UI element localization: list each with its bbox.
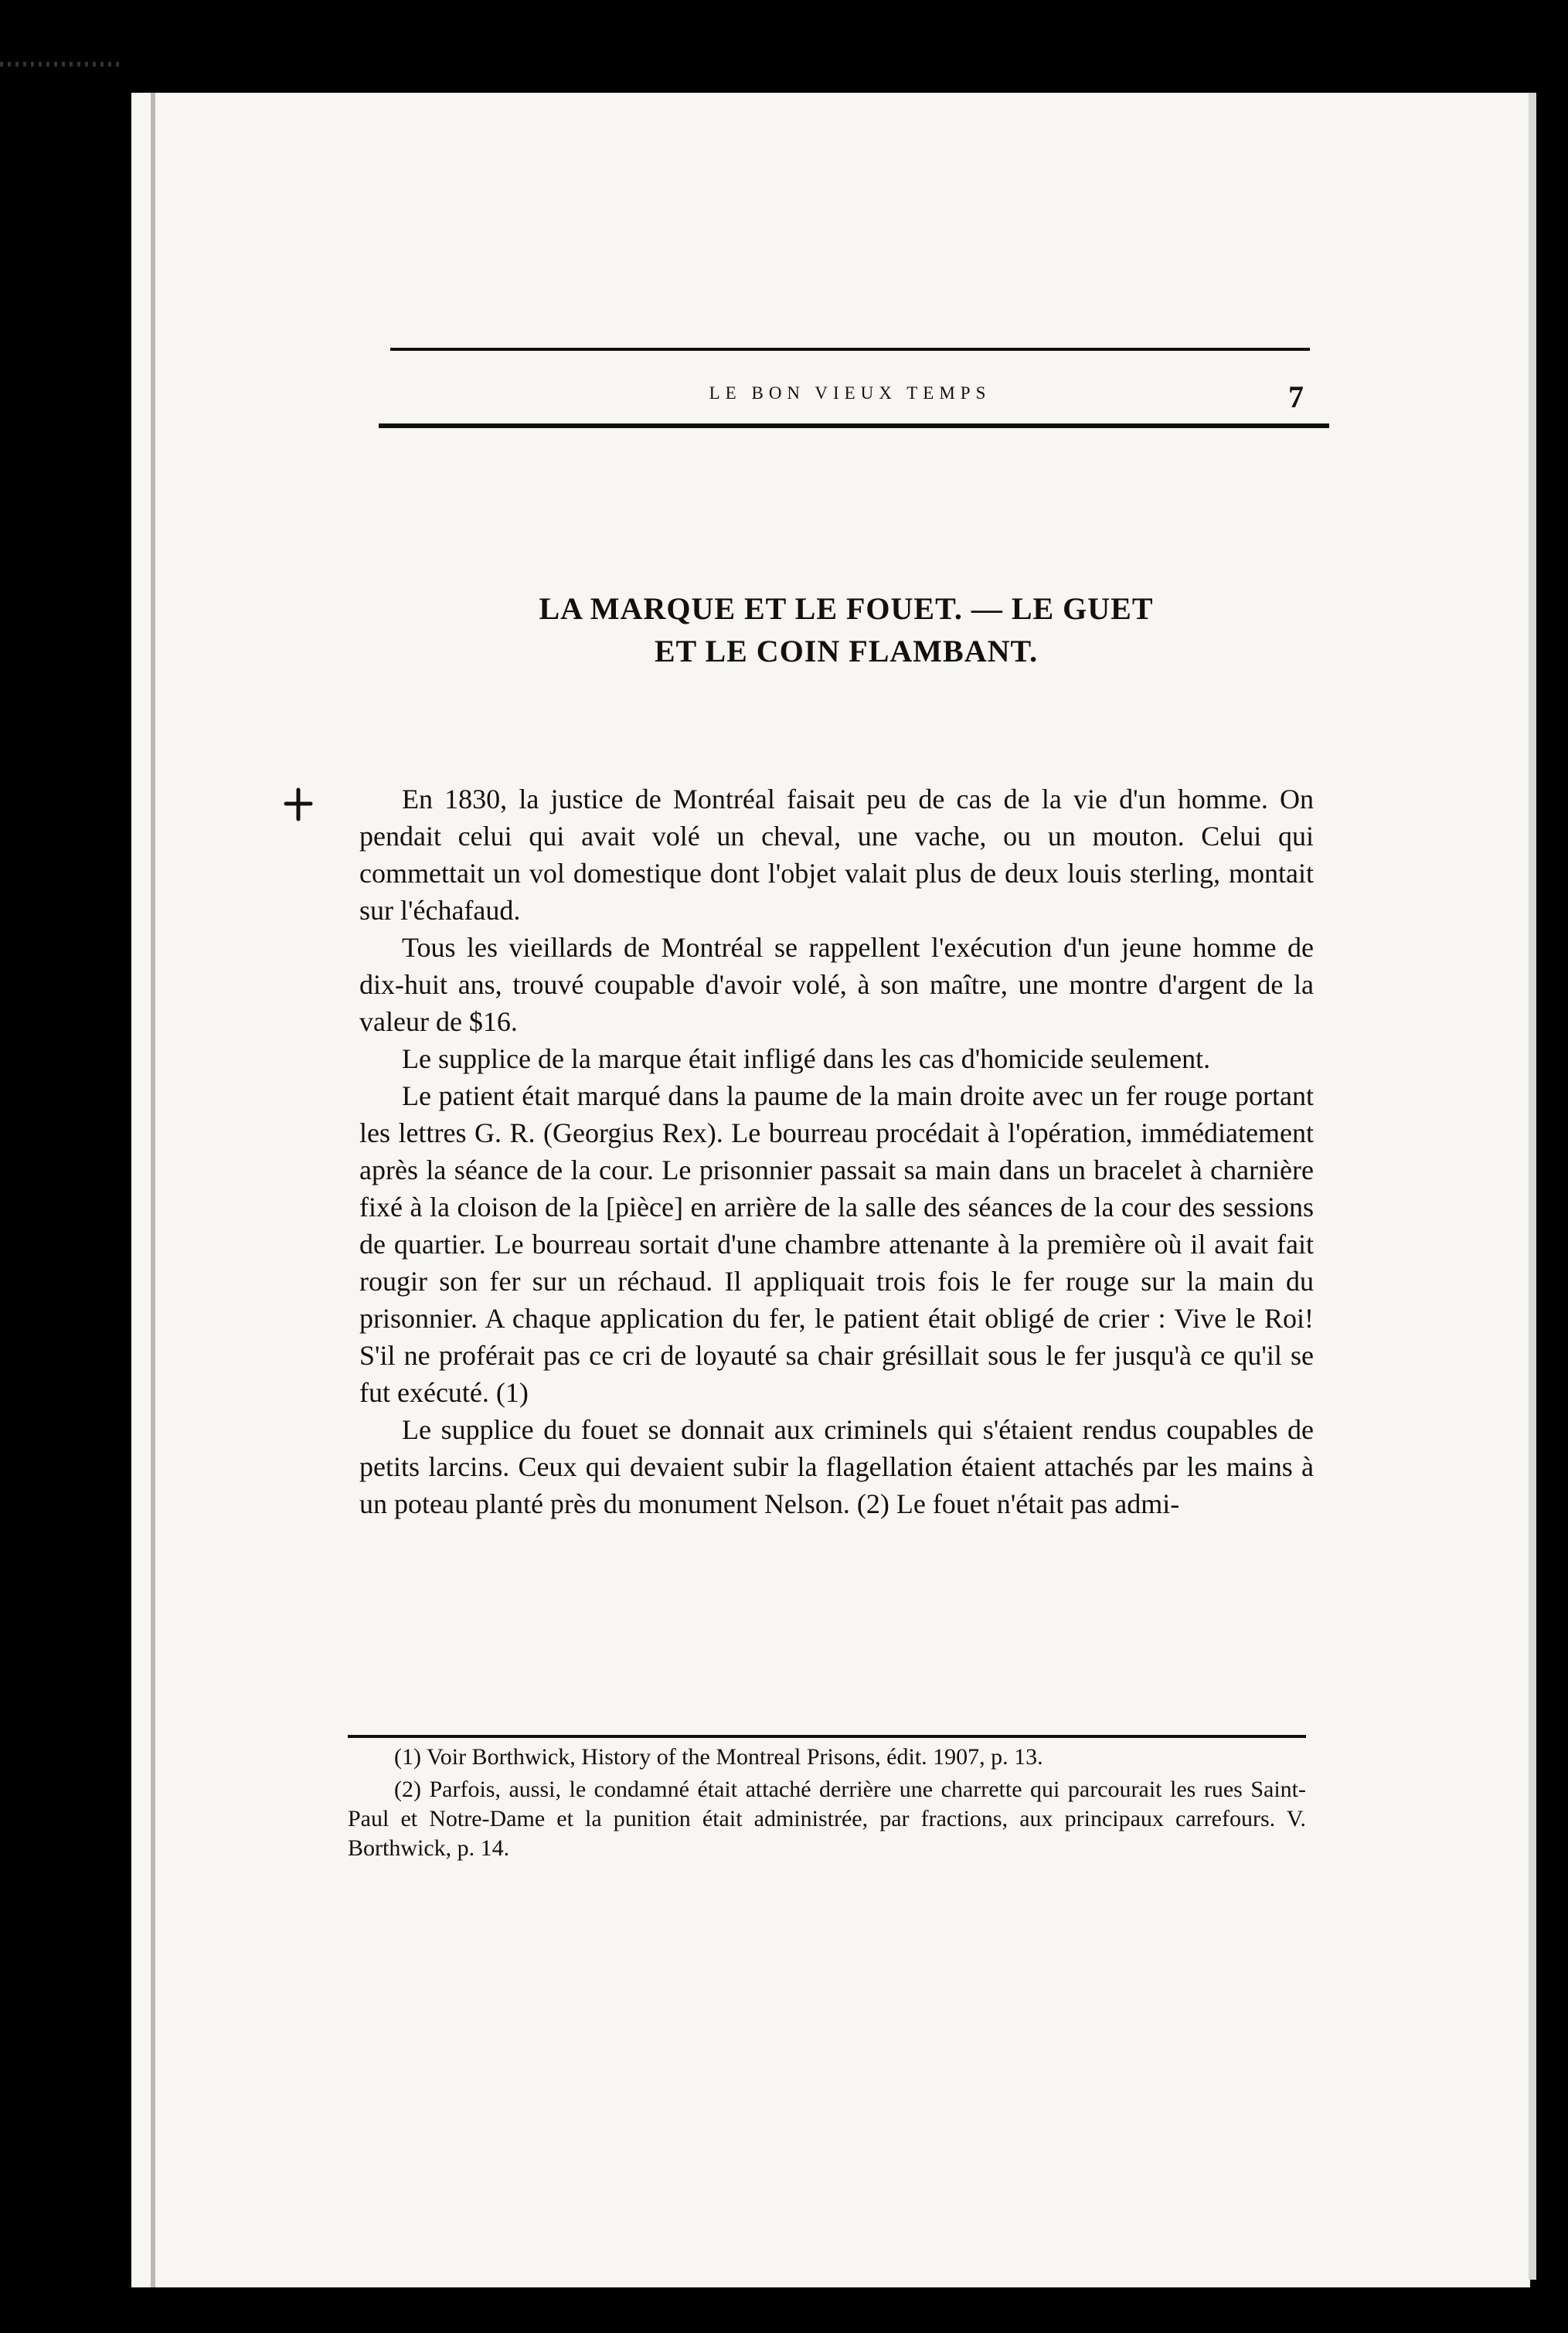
scan-edge-noise [0,62,124,66]
running-head [390,379,1310,414]
footnote-1: (1) Voir Borthwick, History of the Montreal Prisons, édit. 1907, p. 13. [394,1744,1043,1770]
paragraph-5: Le supplice du fouet se donnait aux criminels qui s'étaient rendus coupables de petits larcins. Ceux qui devaient subir la flagellation étaient attachés par les mains à un poteau planté près du monument Nelson. (2) Le fouet n'était pas admi- [359,1414,1314,1519]
margin-plus-mark-icon [281,787,316,822]
page-right-edge [1529,93,1536,2280]
footnote-rule [348,1735,1306,1738]
paragraph-3: Le supplice de la marque était infligé dans les cas d'homicide seulement. [402,1043,1211,1074]
body-text [359,781,1314,1522]
footnote-2: (2) Parfois, aussi, le condamné était attaché derrière une charrette qui parcourait les rues Saint-Paul et Notre-Dame et la punition était administrée, par fractions, aux principaux carrefours. V. Borthwick, p. 14. [348,1777,1306,1861]
paragraph-2: Tous les vieillards de Montréal se rappellent l'exécution d'un jeune homme de dix-huit ans, trouvé coupable d'avoir volé, à son maître, une montre d'argent de la valeur de $16. [359,932,1314,1037]
footnotes [348,1743,1306,1866]
chapter-title-line-1: LA MARQUE ET LE FOUET. — LE GUET [539,591,1154,626]
chapter-title [394,587,1298,672]
page-number: 7 [1288,379,1304,414]
chapter-title-line-2: ET LE COIN FLAMBANT. [654,634,1039,668]
page-spine-shadow [151,93,155,2287]
paragraph-1: En 1830, la justice de Montréal faisait peu de cas de la vie d'un homme. On pendait celui qui avait volé un cheval, une vache, ou un mouton. Celui qui commettait un vol domestique dont l'objet valait plus de deux louis sterling, montait sur l'échafaud. [359,784,1314,926]
running-head-top-rule [390,348,1310,351]
running-head-title: LE BON VIEUX TEMPS [709,383,991,403]
running-head-bottom-rule [379,423,1329,428]
paragraph-4: Le patient était marqué dans la paume de la main droite avec un fer rouge portant les lettres G. R. (Georgius Rex). Le bourreau procédait à l'opération, immédiatement après la séance de la cour. Le prisonnier passait sa main dans un bracelet à charnière fixé à la cloison de la [pièce] en arrière de la salle des séances de la cour des sessions de quartier. Le bourreau sortait d'une chambre attenante à la première où il avait fait rougir son fer sur un réchaud. Il appliquait trois fois le fer rouge sur la main du prisonnier. A chaque application du fer, le patient était obligé de crier : Vive le Roi! S'il ne proférait pas ce cri de loyauté sa chair grésillait sous le fer jusqu'à ce qu'il se fut exécuté. (1) [359,1080,1314,1408]
